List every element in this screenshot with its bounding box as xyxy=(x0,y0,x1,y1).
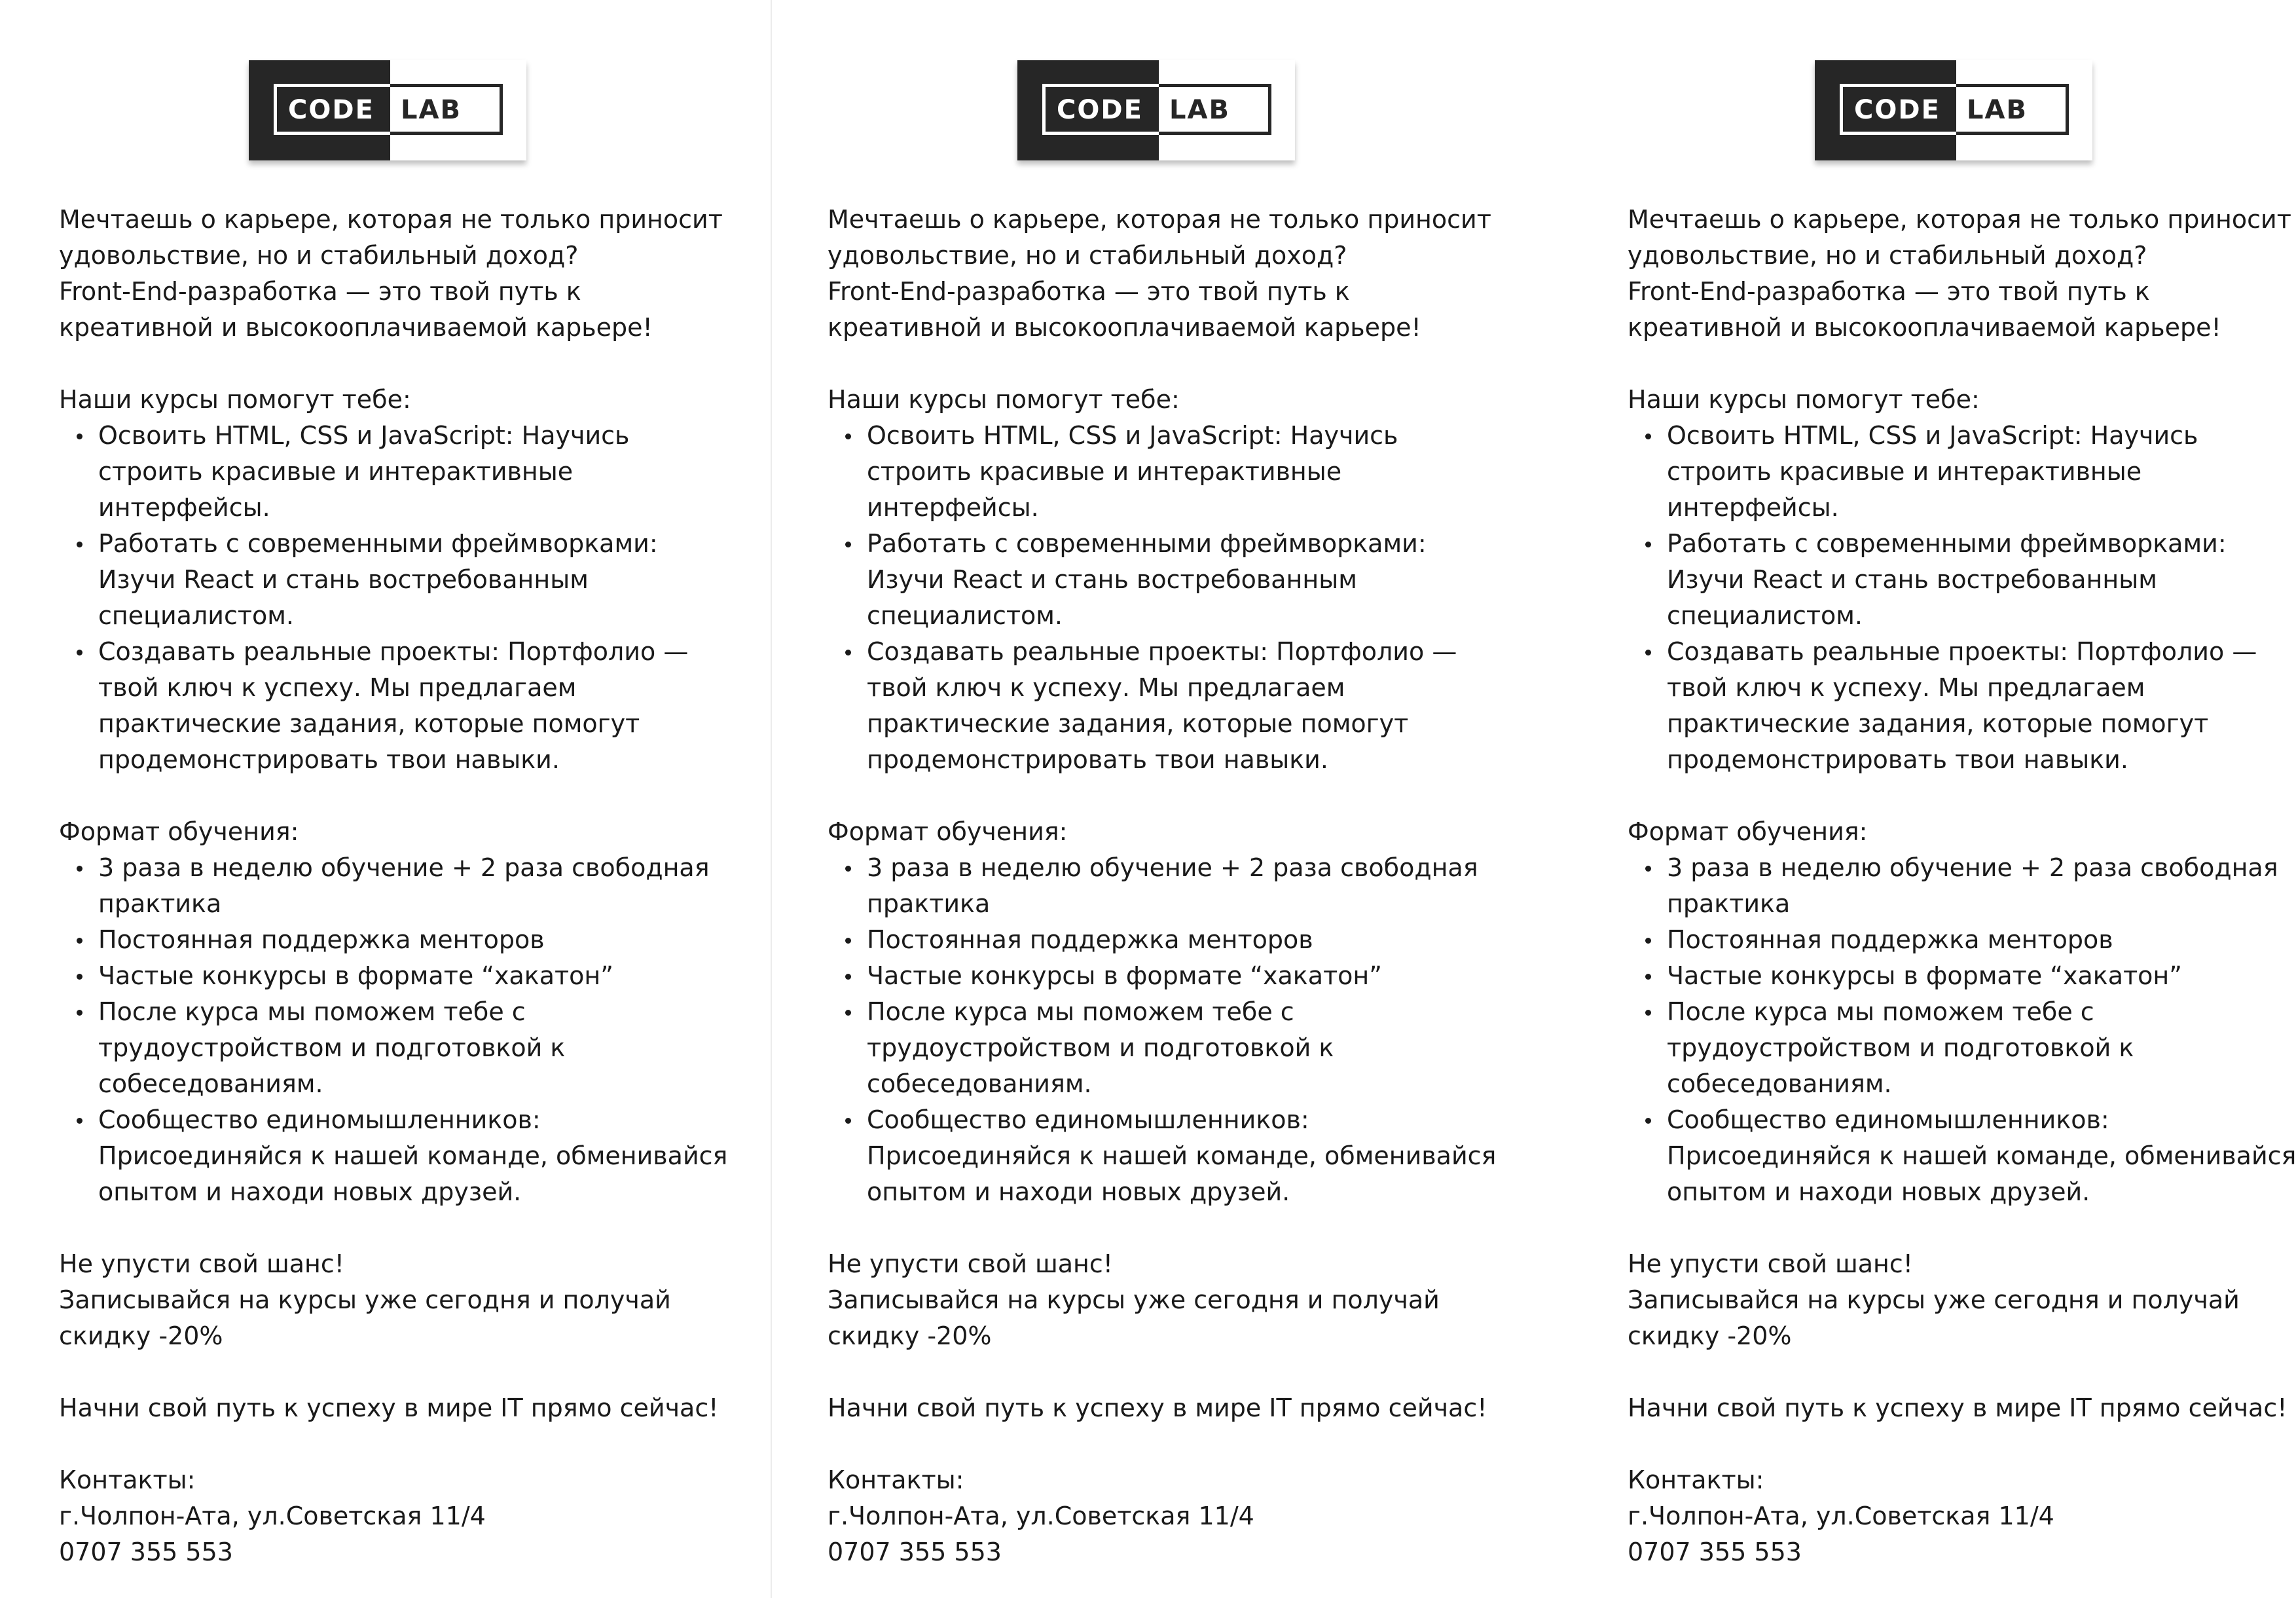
courses-heading: Наши курсы помогут тебе: xyxy=(59,385,411,414)
format-heading: Формат обучения: xyxy=(59,817,299,846)
contacts-address: г.Чолпон-Ата, ул.Советская 11/4 xyxy=(1628,1502,2054,1530)
logo-lab-text: LAB xyxy=(401,95,462,125)
call-to-action xyxy=(59,1246,766,1354)
intro-paragraph xyxy=(1628,202,2296,346)
list-item: Работать с современными фреймворками: Изучи React и стань востребованным специалистом. xyxy=(1667,526,2296,634)
list-item: Частые конкурсы в формате “хакатон” xyxy=(1667,958,2296,994)
intro-line: удовольствие, но и стабильный доход? xyxy=(59,241,579,270)
format-heading: Формат обучения: xyxy=(828,817,1068,846)
cta-line: Записывайся на курсы уже сегодня и получай xyxy=(1628,1285,2240,1314)
contacts-phone: 0707 355 553 xyxy=(828,1538,1002,1566)
logo-code-text: CODE xyxy=(1854,95,1941,125)
intro-line: креативной и высокооплачиваемой карьере! xyxy=(1628,313,2221,342)
flyer-body xyxy=(59,202,766,1570)
contacts-heading: Контакты: xyxy=(59,1466,196,1494)
flyer-2 xyxy=(828,0,1535,1624)
list-item: Частые конкурсы в формате “хакатон” xyxy=(98,958,766,994)
courses-list xyxy=(828,418,1535,778)
list-item: Сообщество единомышленников: Присоединяйся к нашей команде, обменивайся опытом и находи новых друзей. xyxy=(1667,1102,2296,1210)
call-to-action xyxy=(828,1246,1535,1354)
intro-line: Front-End-разработка — это твой путь к xyxy=(59,277,581,306)
courses-heading: Наши курсы помогут тебе: xyxy=(828,385,1180,414)
cta-line: Не упусти свой шанс! xyxy=(59,1249,344,1278)
contacts-heading: Контакты: xyxy=(828,1466,964,1494)
cta-line: Записывайся на курсы уже сегодня и получай xyxy=(828,1285,1440,1314)
list-item: Освоить HTML, CSS и JavaScript: Научись строить красивые и интерактивные интерфейсы. xyxy=(867,418,1535,526)
courses-list xyxy=(59,418,766,778)
intro-line: креативной и высокооплачиваемой карьере! xyxy=(828,313,1421,342)
intro-line: Front-End-разработка — это твой путь к xyxy=(828,277,1350,306)
flyer-3 xyxy=(1628,0,2296,1624)
flyer-1 xyxy=(59,0,766,1624)
closing-line: Начни свой путь к успеху в мире IT прямо сейчас! xyxy=(59,1393,719,1422)
cta-line: Не упусти свой шанс! xyxy=(828,1249,1113,1278)
cta-line: Не упусти свой шанс! xyxy=(1628,1249,1913,1278)
closing-line: Начни свой путь к успеху в мире IT прямо сейчас! xyxy=(828,1393,1487,1422)
list-item: После курса мы поможем тебе с трудоустройством и подготовкой к собеседованиям. xyxy=(867,994,1535,1102)
list-item: 3 раза в неделю обучение + 2 раза свободная практика xyxy=(867,850,1535,922)
list-item: Освоить HTML, CSS и JavaScript: Научись строить красивые и интерактивные интерфейсы. xyxy=(1667,418,2296,526)
list-item: Работать с современными фреймворками: Изучи React и стань востребованным специалистом. xyxy=(98,526,766,634)
contacts-block xyxy=(828,1462,1535,1570)
closing-line: Начни свой путь к успеху в мире IT прямо сейчас! xyxy=(1628,1393,2287,1422)
code-lab-logo xyxy=(1017,60,1295,160)
list-item: Сообщество единомышленников: Присоединяйся к нашей команде, обменивайся опытом и находи новых друзей. xyxy=(867,1102,1535,1210)
list-item: Создавать реальные проекты: Портфолио — твой ключ к успеху. Мы предлагаем практические задания, которые помогут продемонстрировать твои навыки. xyxy=(1667,634,2296,778)
list-item: Постоянная поддержка менторов xyxy=(1667,922,2296,958)
format-list xyxy=(1628,850,2296,1210)
contacts-heading: Контакты: xyxy=(1628,1466,1764,1494)
cta-line: скидку -20% xyxy=(59,1321,223,1350)
contacts-phone: 0707 355 553 xyxy=(59,1538,233,1566)
call-to-action xyxy=(1628,1246,2296,1354)
intro-line: Мечтаешь о карьере, которая не только приносит xyxy=(828,205,1491,234)
list-item: Постоянная поддержка менторов xyxy=(867,922,1535,958)
format-list xyxy=(59,850,766,1210)
list-item: После курса мы поможем тебе с трудоустройством и подготовкой к собеседованиям. xyxy=(98,994,766,1102)
list-item: 3 раза в неделю обучение + 2 раза свободная практика xyxy=(1667,850,2296,922)
intro-paragraph xyxy=(828,202,1535,346)
list-item: Освоить HTML, CSS и JavaScript: Научись строить красивые и интерактивные интерфейсы. xyxy=(98,418,766,526)
logo-lab-text: LAB xyxy=(1967,95,2028,125)
contacts-address: г.Чолпон-Ата, ул.Советская 11/4 xyxy=(59,1502,486,1530)
intro-line: Мечтаешь о карьере, которая не только приносит xyxy=(1628,205,2291,234)
courses-list xyxy=(1628,418,2296,778)
intro-line: Мечтаешь о карьере, которая не только приносит xyxy=(59,205,723,234)
flyer-body xyxy=(1628,202,2296,1570)
contacts-phone: 0707 355 553 xyxy=(1628,1538,1802,1566)
list-item: Работать с современными фреймворками: Изучи React и стань востребованным специалистом. xyxy=(867,526,1535,634)
format-list xyxy=(828,850,1535,1210)
list-item: После курса мы поможем тебе с трудоустройством и подготовкой к собеседованиям. xyxy=(1667,994,2296,1102)
list-item: Создавать реальные проекты: Портфолио — твой ключ к успеху. Мы предлагаем практические задания, которые помогут продемонстрировать твои навыки. xyxy=(867,634,1535,778)
list-item: 3 раза в неделю обучение + 2 раза свободная практика xyxy=(98,850,766,922)
logo-code-text: CODE xyxy=(288,95,374,125)
contacts-address: г.Чолпон-Ата, ул.Советская 11/4 xyxy=(828,1502,1254,1530)
flyer-body xyxy=(828,202,1535,1570)
logo-lab-text: LAB xyxy=(1169,95,1230,125)
intro-paragraph xyxy=(59,202,766,346)
contacts-block xyxy=(1628,1462,2296,1570)
intro-line: Front-End-разработка — это твой путь к xyxy=(1628,277,2150,306)
code-lab-logo xyxy=(1815,60,2092,160)
cta-line: Записывайся на курсы уже сегодня и получай xyxy=(59,1285,671,1314)
list-item: Постоянная поддержка менторов xyxy=(98,922,766,958)
column-divider xyxy=(771,0,772,1598)
logo-code-text: CODE xyxy=(1057,95,1143,125)
format-heading: Формат обучения: xyxy=(1628,817,1868,846)
cta-line: скидку -20% xyxy=(828,1321,992,1350)
list-item: Сообщество единомышленников: Присоединяйся к нашей команде, обменивайся опытом и находи новых друзей. xyxy=(98,1102,766,1210)
intro-line: удовольствие, но и стабильный доход? xyxy=(1628,241,2147,270)
list-item: Создавать реальные проекты: Портфолио — твой ключ к успеху. Мы предлагаем практические задания, которые помогут продемонстрировать твои навыки. xyxy=(98,634,766,778)
contacts-block xyxy=(59,1462,766,1570)
courses-heading: Наши курсы помогут тебе: xyxy=(1628,385,1980,414)
intro-line: удовольствие, но и стабильный доход? xyxy=(828,241,1347,270)
list-item: Частые конкурсы в формате “хакатон” xyxy=(867,958,1535,994)
cta-line: скидку -20% xyxy=(1628,1321,1792,1350)
intro-line: креативной и высокооплачиваемой карьере! xyxy=(59,313,653,342)
code-lab-logo xyxy=(249,60,526,160)
